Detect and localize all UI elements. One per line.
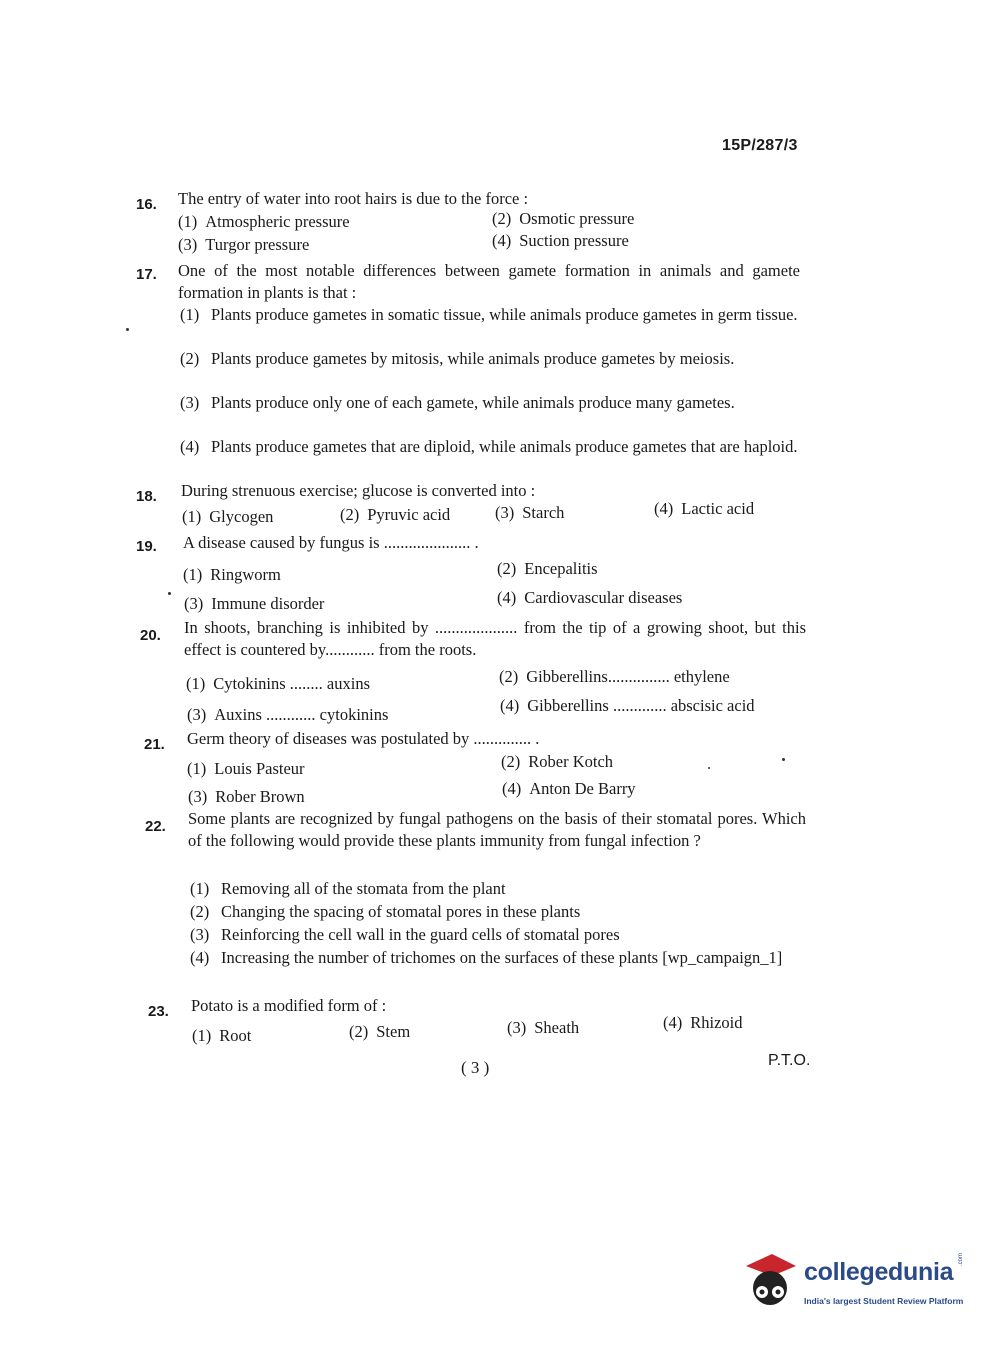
option-1: (1) Atmospheric pressure bbox=[178, 212, 350, 231]
pto-label: P.T.O. bbox=[768, 1052, 811, 1069]
collegedunia-logo bbox=[742, 1248, 972, 1318]
scan-speck bbox=[168, 592, 171, 595]
option-3: (3) Starch bbox=[495, 503, 565, 522]
option-3: (3) Turgor pressure bbox=[178, 235, 310, 254]
option-4: (4) Increasing the number of trichomes on the surfaces of these plants [wp_campaign_1] bbox=[190, 948, 783, 967]
question-number: 20. bbox=[140, 627, 161, 644]
page-number: ( 3 ) bbox=[461, 1058, 490, 1077]
option-2: (2) Rober Kotch bbox=[501, 752, 614, 771]
option-4: (4) Anton De Barry bbox=[502, 779, 636, 798]
option-2: (2) Stem bbox=[349, 1022, 411, 1041]
question-number: 19. bbox=[136, 538, 157, 555]
option-2: (2) Encepalitis bbox=[497, 559, 598, 578]
question-text: A disease caused by fungus is ..................... . bbox=[183, 533, 479, 552]
scan-speck bbox=[708, 767, 710, 769]
option-4: (4) Cardiovascular diseases bbox=[497, 588, 683, 607]
option-2: (2) Plants produce gametes by mitosis, while animals produce gametes by meiosis. bbox=[180, 349, 735, 368]
option-2: (2) Pyruvic acid bbox=[340, 505, 451, 524]
option-2: (2) Osmotic pressure bbox=[492, 209, 635, 228]
option-1: (1) Ringworm bbox=[183, 565, 281, 584]
option-1: (1) Plants produce gametes in somatic tissue, while animals produce gametes in germ tissue. bbox=[180, 305, 798, 324]
logo-brand-suffix: .com bbox=[958, 1252, 964, 1266]
option-1: (1) Glycogen bbox=[182, 507, 274, 526]
question-number: 21. bbox=[144, 736, 165, 753]
question-text: One of the most notable differences between gamete formation in animals and gamete formation in plants is that : bbox=[178, 261, 800, 302]
question-text: Germ theory of diseases was postulated by .............. . bbox=[187, 729, 540, 748]
option-1: (1) Louis Pasteur bbox=[187, 759, 305, 778]
option-4: (4) Gibberellins ............. abscisic acid bbox=[500, 696, 755, 715]
scan-speck bbox=[126, 328, 129, 331]
logo-tagline: India's largest Student Review Platform bbox=[804, 1296, 964, 1306]
question-text: In shoots, branching is inhibited by .................... from the tip of a growing shoot, but this effect is countered by............ from the roots. bbox=[184, 618, 806, 659]
option-2: (2) Changing the spacing of stomatal pores in these plants bbox=[190, 902, 581, 921]
option-4: (4) Suction pressure bbox=[492, 231, 629, 250]
paper-code: 15P/287/3 bbox=[722, 137, 798, 154]
option-3: (3) Plants produce only one of each gamete, while animals produce many gametes. bbox=[180, 393, 735, 412]
option-4: (4) Lactic acid bbox=[654, 499, 755, 518]
question-number: 17. bbox=[136, 266, 157, 283]
question-text: Potato is a modified form of : bbox=[191, 996, 387, 1015]
logo-brand: collegedunia bbox=[804, 1258, 954, 1286]
option-3: (3) Rober Brown bbox=[188, 787, 305, 806]
question-number: 18. bbox=[136, 488, 157, 505]
option-3: (3) Immune disorder bbox=[184, 594, 325, 613]
option-3: (3) Sheath bbox=[507, 1018, 580, 1037]
option-1: (1) Root bbox=[192, 1026, 252, 1045]
option-4: (4) Rhizoid bbox=[663, 1013, 743, 1032]
mascot-icon bbox=[742, 1252, 798, 1312]
option-4: (4) Plants produce gametes that are diploid, while animals produce gametes that are haploid. bbox=[180, 437, 798, 456]
option-3: (3) Auxins ............ cytokinins bbox=[187, 705, 389, 724]
question-number: 16. bbox=[136, 196, 157, 213]
option-3: (3) Reinforcing the cell wall in the guard cells of stomatal pores bbox=[190, 925, 620, 944]
option-2: (2) Gibberellins............... ethylene bbox=[499, 667, 730, 686]
option-1: (1) Removing all of the stomata from the plant bbox=[190, 879, 506, 898]
scan-speck bbox=[782, 758, 785, 761]
question-text: During strenuous exercise; glucose is converted into : bbox=[181, 481, 536, 500]
question-number: 23. bbox=[148, 1003, 169, 1020]
question-text: Some plants are recognized by fungal pathogens on the basis of their stomatal pores. Which of the following would provide these plants immunity from fungal infection ? bbox=[188, 809, 806, 850]
question-text: The entry of water into root hairs is due to the force : bbox=[178, 189, 529, 208]
question-number: 22. bbox=[145, 818, 166, 835]
option-1: (1) Cytokinins ........ auxins bbox=[186, 674, 371, 693]
